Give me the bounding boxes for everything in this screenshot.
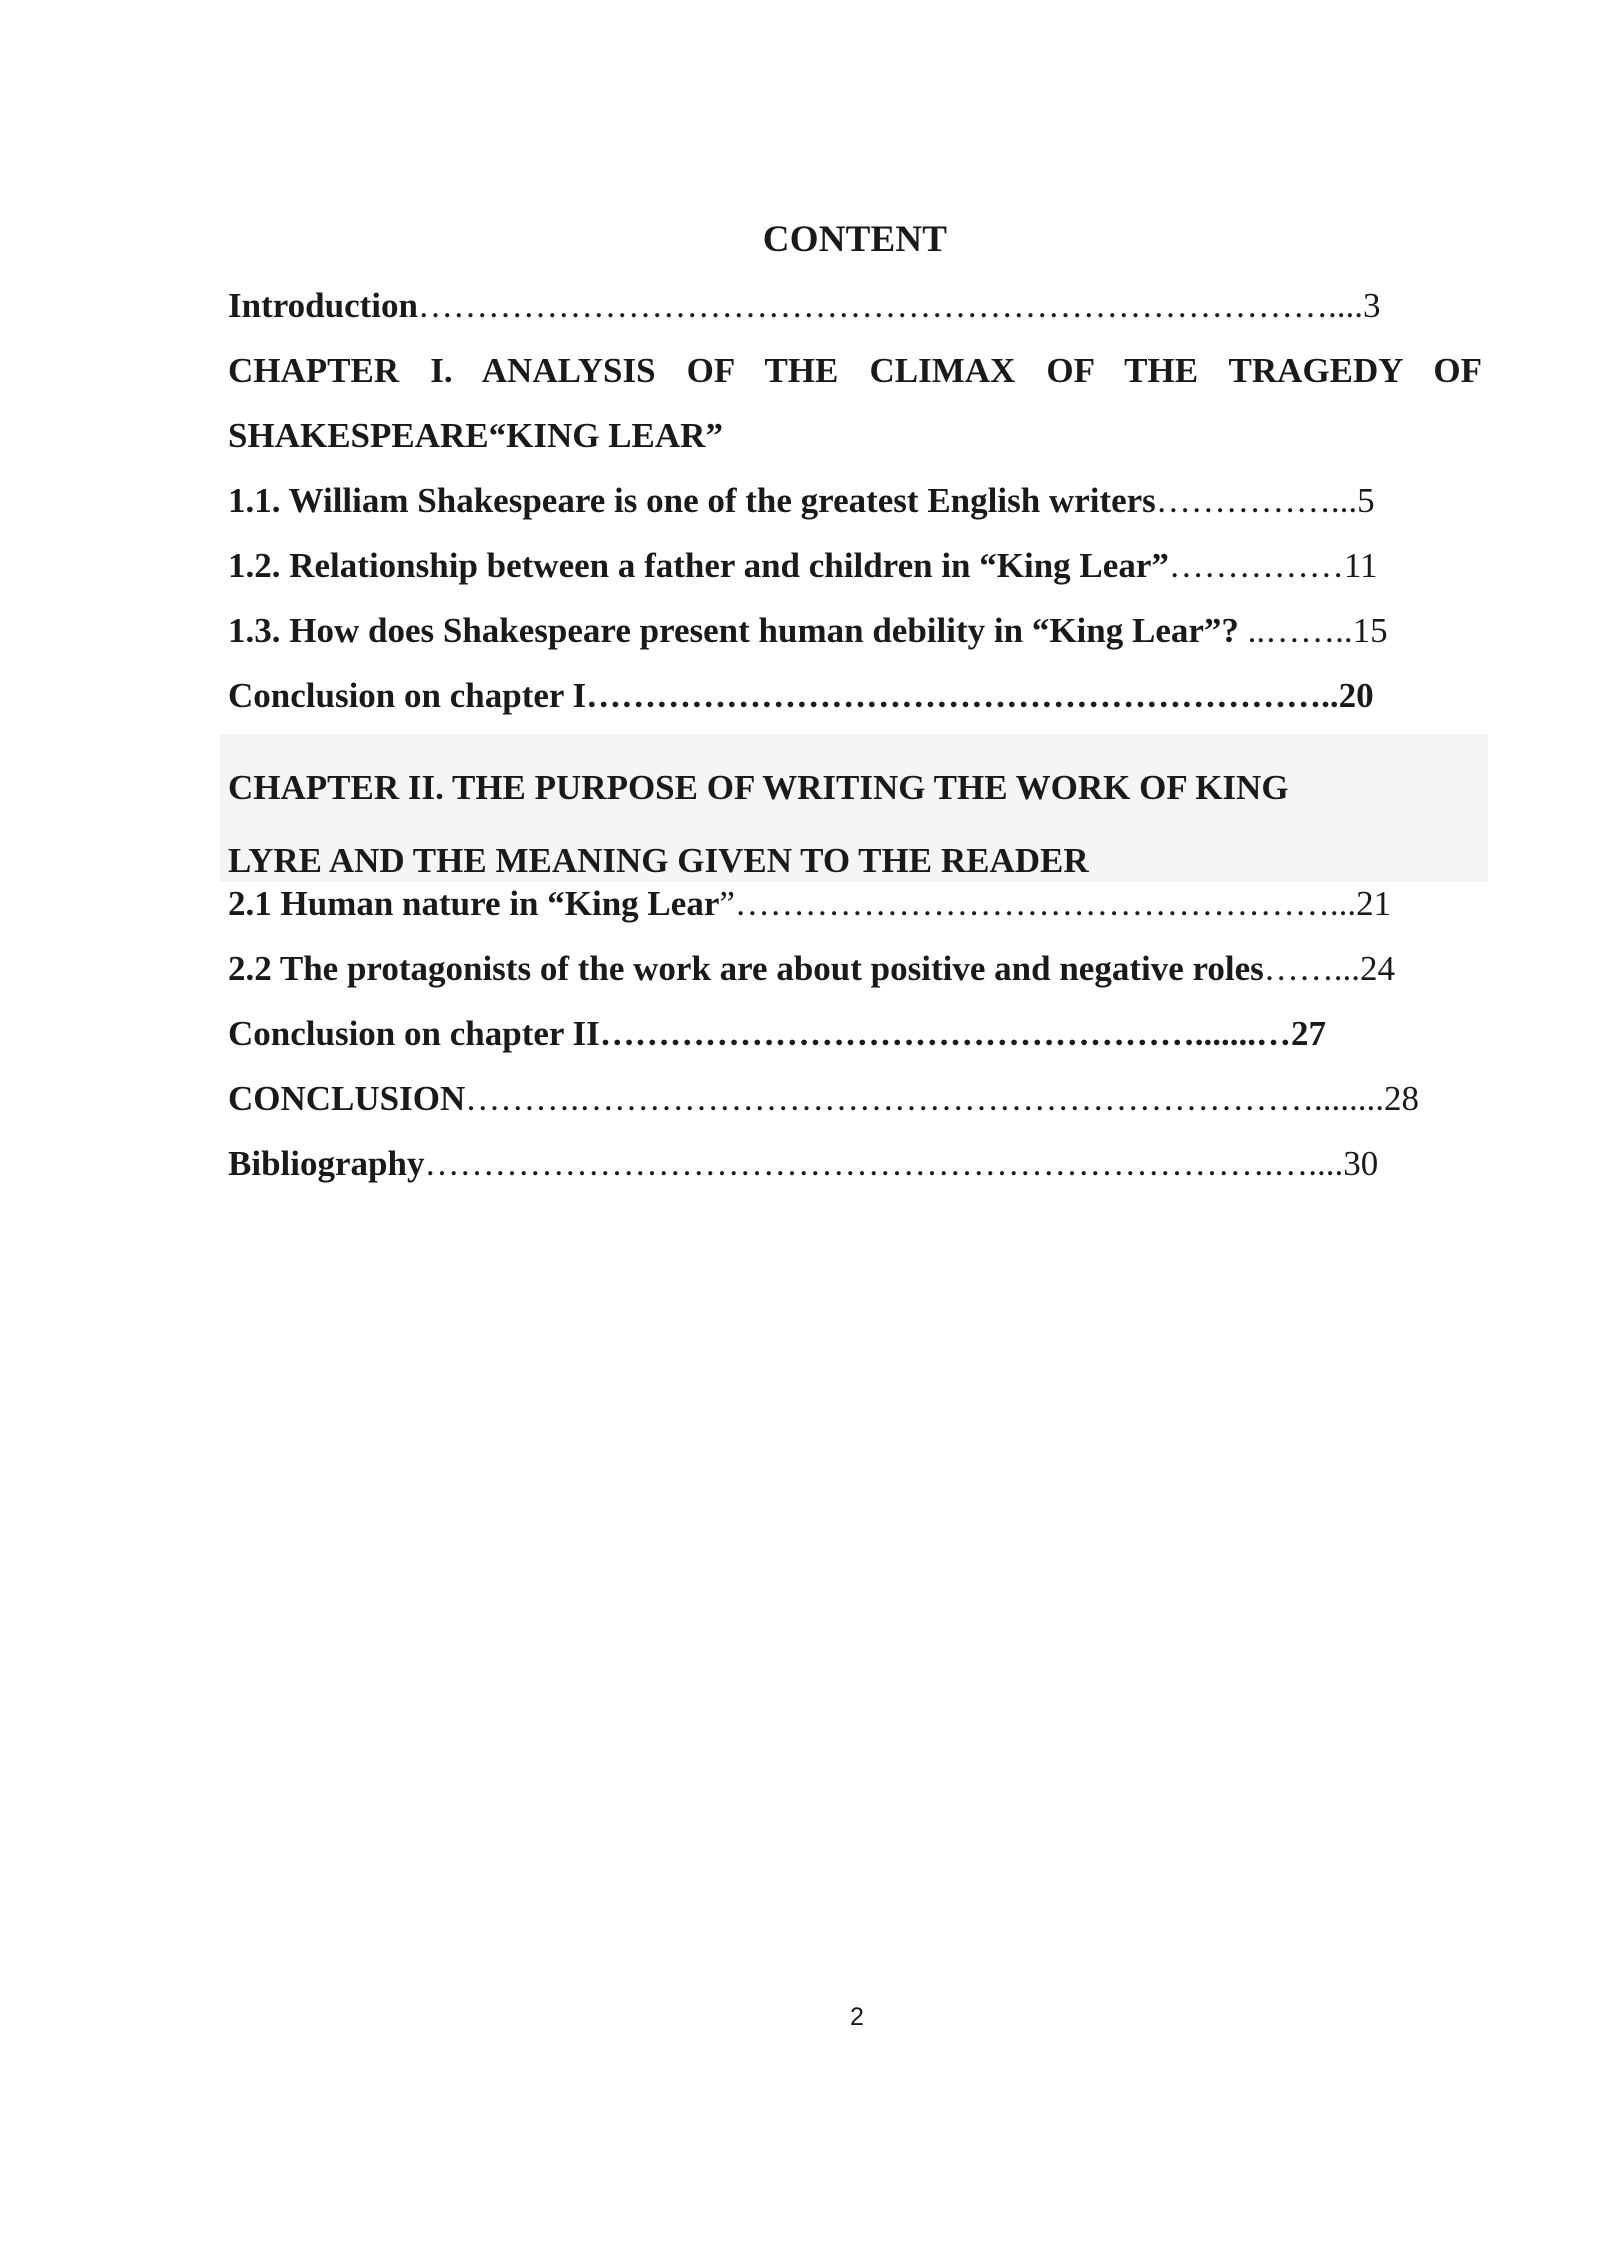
toc-page-number: 15 [1352,611,1388,650]
toc-chapter-1-heading-line-2 [228,414,723,458]
toc-leader-dots: ……….………………………………………………………........ [465,1079,1385,1118]
toc-entry-conclusion-chapter-2 [228,1012,1326,1056]
toc-entry-bibliography [228,1142,1378,1186]
toc-chapter-2-heading-line-2: LYRE AND THE MEANING GIVEN TO THE READER [228,841,1089,880]
toc-page-number: 11 [1343,546,1378,585]
toc-entry-label: Bibliography [228,1144,425,1183]
toc-entry-2-1 [228,882,1391,926]
toc-chapter-2-heading-line-1: CHAPTER II. THE PURPOSE OF WRITING THE WORK OF KING [228,768,1289,807]
toc-entry-label: 1.3. How does Shakespeare present human debility in “King Lear”? [228,611,1239,650]
toc-page-number: 20 [1338,676,1374,715]
toc-page-number: 28 [1384,1079,1420,1118]
toc-page-number: 5 [1357,481,1375,520]
toc-leader-dots: …………………………………………………………………….... [417,286,1363,325]
toc-entry-label: CONCLUSION [228,1079,466,1118]
toc-leader-dots: ……………………………………………... [734,884,1357,923]
toc-chapter-1-heading-text: SHAKESPEARE“KING LEAR” [228,416,723,455]
toc-leader-dots: ……………………………………………………….. [586,676,1339,715]
toc-leader-dots: ……………... [1155,481,1358,520]
toc-entry-1-3 [228,609,1388,653]
toc-entry-conclusion-chapter-1 [228,674,1374,718]
page-title: CONTENT [762,219,948,260]
toc-entry-introduction [228,284,1380,328]
page-number: 2 [850,2003,864,2031]
toc-leader-dots: ……... [1263,949,1361,988]
toc-entry-1-1 [228,479,1375,523]
toc-chapter-1-heading-line-1: CHAPTER I. ANALYSIS OF THE CLIMAX OF THE TRAGEDY OF [228,351,1482,390]
toc-entry-1-2 [228,544,1378,588]
toc-page-number: 3 [1362,286,1381,325]
toc-leader-dots: ……………………………………………………………….….... [424,1144,1344,1183]
toc-entry-conclusion [228,1077,1419,1121]
toc-page-number: 24 [1360,949,1396,988]
toc-entry-label: Conclusion on chapter II [228,1014,600,1053]
toc-page-number: 27 [1291,1014,1327,1053]
toc-leader-dots: ..…….. [1238,611,1353,650]
toc-closing-quote: ” [719,884,735,923]
toc-page-number: 30 [1343,1144,1379,1183]
toc-page-number: 21 [1356,884,1392,923]
toc-entry-label: 2.2 The protagonists of the work are about positive and negative roles [228,949,1264,988]
toc-entry-label: 2.1 Human nature in “King Lear [228,884,720,923]
toc-entry-2-2 [228,947,1395,991]
toc-entry-label: 1.2. Relationship between a father and children in “King Lear” [228,546,1169,585]
toc-entry-label: Introduction [228,286,418,325]
toc-entry-label: Conclusion on chapter I [228,676,587,715]
toc-leader-dots: …………… [1168,546,1344,585]
toc-leader-dots: …………………………………………….......… [599,1014,1292,1053]
toc-entry-label: 1.1. William Shakespeare is one of the greatest English writers [228,481,1156,520]
